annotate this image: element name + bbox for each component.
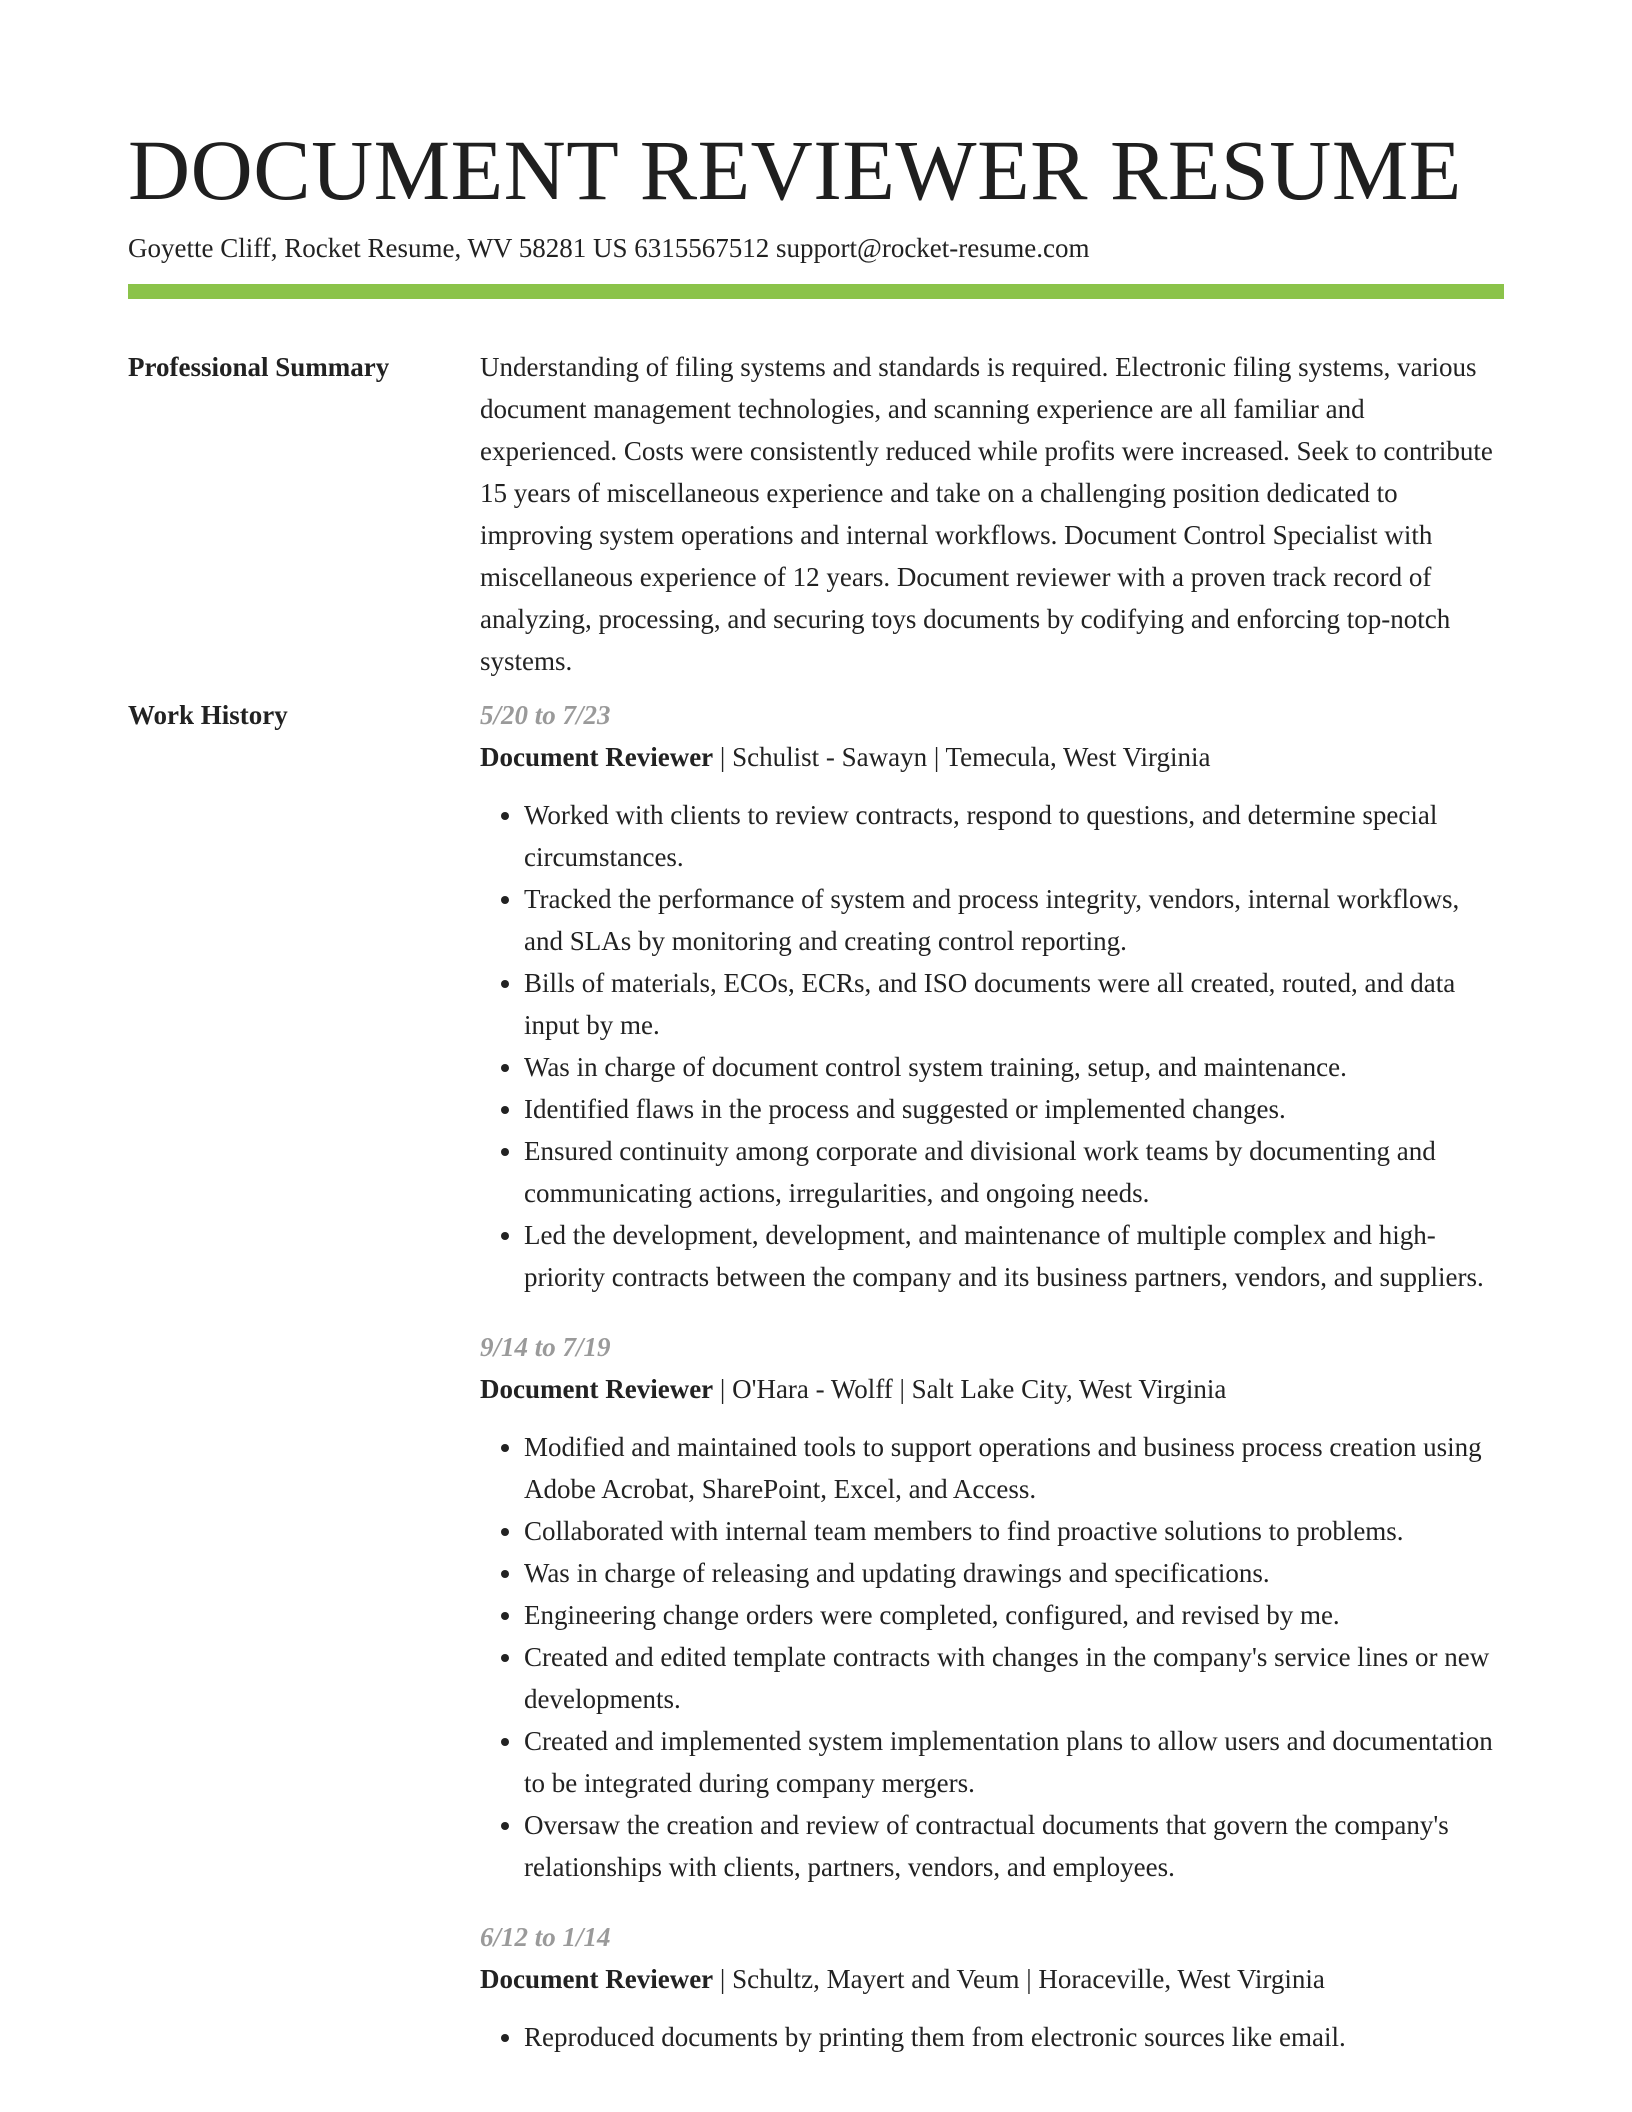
contact-line: Goyette Cliff, Rocket Resume, WV 58281 US 6315567512 support@rocket-resume.com — [128, 233, 1090, 263]
job-bullet-list — [480, 1426, 1504, 1888]
job-bullet: • Created and edited template contracts with changes in the company's service lines or new developments. — [524, 1636, 1504, 1720]
job-title: Document Reviewer — [480, 1964, 714, 1994]
job-entry — [480, 1916, 1504, 2058]
job-bullet: • Modified and maintained tools to support operations and business process creation using Adobe Acrobat, SharePoint, Excel, and Access. — [524, 1426, 1504, 1510]
job-dates: 9/14 to 7/19 — [480, 1332, 611, 1362]
job-title: Document Reviewer — [480, 1374, 714, 1404]
job-bullet: • Identified flaws in the process and suggested or implemented changes. — [524, 1088, 1504, 1130]
job-bullet: • Led the development, development, and maintenance of multiple complex and high-priority contracts between the company and its business partners, vendors, and suppliers. — [524, 1214, 1504, 1298]
job-bullet-list — [480, 2016, 1504, 2058]
summary-body — [480, 346, 1504, 682]
job-bullet: • Created and implemented system implementation plans to allow users and documentation to be integrated during company mergers. — [524, 1720, 1504, 1804]
job-details: | Schulist - Sawayn | Temecula, West Virginia — [713, 742, 1211, 772]
job-bullet: • Engineering change orders were completed, configured, and revised by me. — [524, 1594, 1504, 1636]
section-label-summary: Professional Summary — [128, 352, 390, 382]
header-divider — [128, 284, 1504, 299]
job-bullet: • Tracked the performance of system and process integrity, vendors, internal workflows, and SLAs by monitoring and creating control reporting. — [524, 878, 1504, 962]
work-history-body — [480, 694, 1504, 2086]
job-title: Document Reviewer — [480, 742, 714, 772]
section-label-work-history: Work History — [128, 700, 288, 730]
job-heading — [480, 736, 1504, 778]
job-entry — [480, 1326, 1504, 1888]
job-bullet: • Worked with clients to review contracts, respond to questions, and determine special circumstances. — [524, 794, 1504, 878]
page-title: DOCUMENT REVIEWER RESUME — [128, 122, 1462, 218]
job-details: | Schultz, Mayert and Veum | Horaceville, West Virginia — [713, 1964, 1325, 1994]
job-bullet: • Collaborated with internal team members to find proactive solutions to problems. — [524, 1510, 1504, 1552]
job-dates: 5/20 to 7/23 — [480, 700, 611, 730]
job-heading — [480, 1958, 1504, 2000]
professional-summary-section — [128, 346, 1504, 682]
job-entry — [480, 694, 1504, 1298]
job-details: | O'Hara - Wolff | Salt Lake City, West Virginia — [713, 1374, 1227, 1404]
job-heading — [480, 1368, 1504, 1410]
summary-text: Understanding of filing systems and standards is required. Electronic filing systems, various document management technologies, and scanning experience are all familiar and experienced. Costs were consistently reduced while profits were increased. Seek to contribute 15 years of miscellaneous experience and take on a challenging position dedicated to improving system operations and internal workflows. Document Control Specialist with miscellaneous experience of 12 years. Document reviewer with a proven track record of analyzing, processing, and securing toys documents by codifying and enforcing top-notch systems. — [480, 352, 1493, 676]
job-bullet: • Reproduced documents by printing them from electronic sources like email. — [524, 2016, 1504, 2058]
resume-page — [128, 120, 1504, 2086]
job-bullet: • Was in charge of document control system training, setup, and maintenance. — [524, 1046, 1504, 1088]
job-bullet: • Oversaw the creation and review of contractual documents that govern the company's relationships with clients, partners, vendors, and employees. — [524, 1804, 1504, 1888]
job-bullet-list — [480, 794, 1504, 1298]
job-bullet: • Bills of materials, ECOs, ECRs, and ISO documents were all created, routed, and data input by me. — [524, 962, 1504, 1046]
work-history-section — [128, 694, 1504, 2086]
job-dates: 6/12 to 1/14 — [480, 1922, 611, 1952]
job-bullet: • Was in charge of releasing and updating drawings and specifications. — [524, 1552, 1504, 1594]
job-bullet: • Ensured continuity among corporate and divisional work teams by documenting and communicating actions, irregularities, and ongoing needs. — [524, 1130, 1504, 1214]
